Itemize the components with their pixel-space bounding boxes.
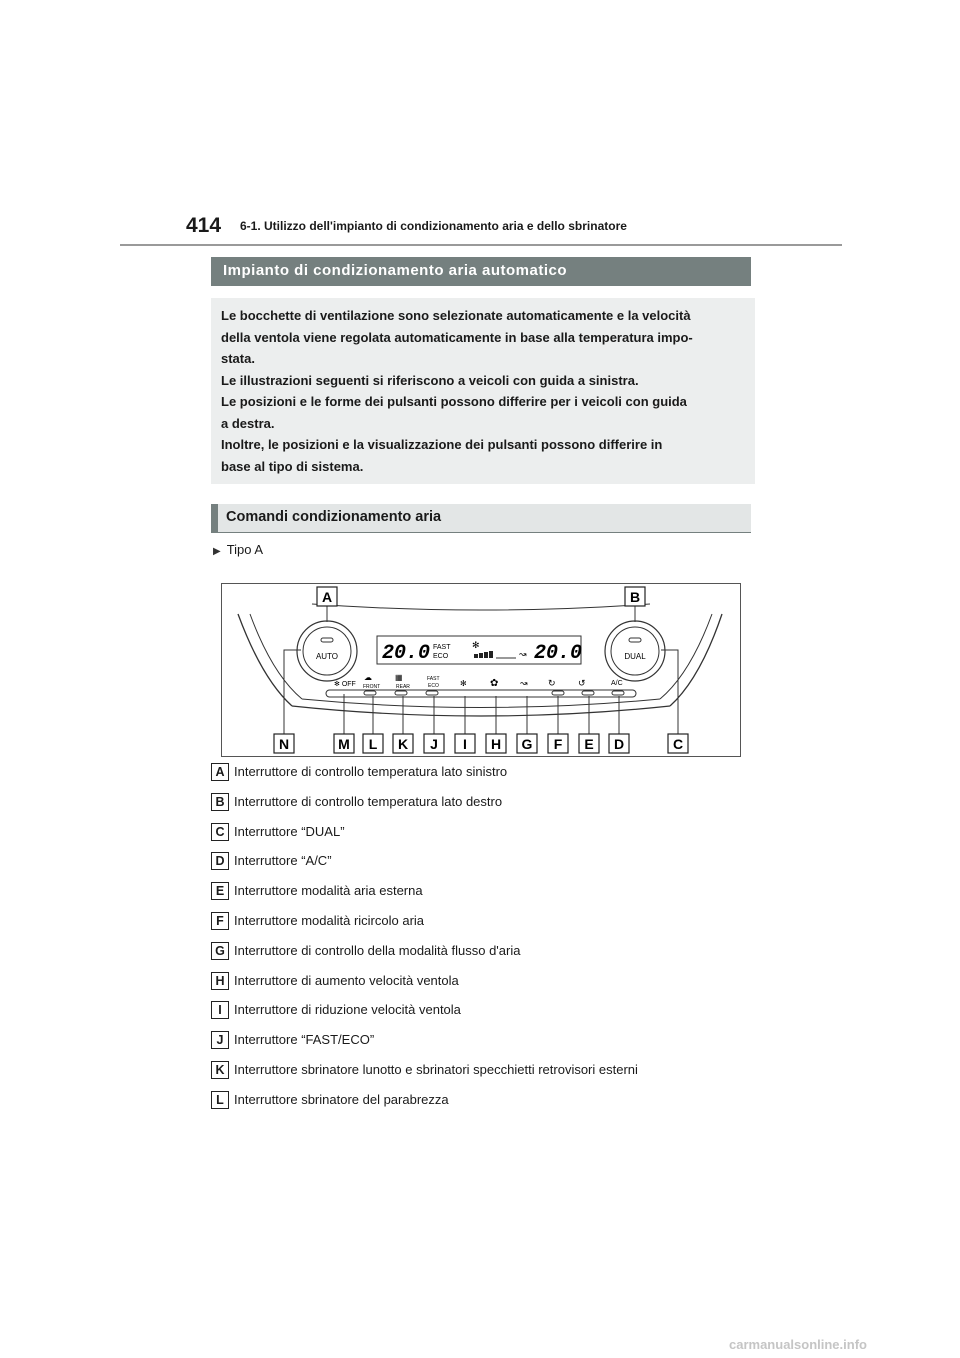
- legend-key: L: [211, 1091, 229, 1109]
- right-knob-ring: [605, 621, 665, 681]
- legend-text: Interruttore “DUAL”: [234, 823, 345, 839]
- legend-text: Interruttore sbrinatore del parabrezza: [234, 1091, 449, 1107]
- intro-line: stata.: [221, 351, 255, 366]
- legend-item: [211, 821, 771, 851]
- btn-front-defrost-led: [364, 691, 376, 695]
- legend-item: [211, 880, 771, 910]
- display-eco: ECO: [433, 653, 449, 660]
- intro-line: Le illustrazioni seguenti si riferiscono a veicoli con guida a sinistra.: [221, 372, 639, 388]
- fan-level-bar: [474, 654, 478, 658]
- fan-level-bar: [479, 653, 483, 658]
- fan-down-icon: ✻: [460, 679, 467, 688]
- rear-label: REAR: [396, 684, 410, 690]
- btn-fast-eco-led: [426, 691, 438, 695]
- display-temp-left: 20.0: [382, 642, 431, 665]
- callout-label-k: K: [397, 736, 409, 752]
- callout-label-m: M: [338, 736, 350, 752]
- dash-curve-left-inner: [250, 614, 302, 699]
- callout-line-c: [661, 650, 678, 734]
- callout-line-n: [284, 650, 301, 734]
- dual-label: DUAL: [624, 652, 646, 661]
- legend-text: Interruttore modalità ricircolo aria: [234, 912, 425, 928]
- type-label: [213, 542, 263, 557]
- front-label: FRONT: [363, 684, 381, 690]
- outside-air-icon: ↺: [578, 678, 586, 688]
- callout-label-d: D: [613, 736, 625, 752]
- legend-item: [211, 1089, 771, 1119]
- intro-box: [211, 298, 755, 484]
- display-temp-right: 20.0: [534, 642, 583, 665]
- legend-key: C: [211, 823, 229, 841]
- intro-line: Inoltre, le posizioni e la visualizzazione dei pulsanti possono differire in: [221, 437, 663, 452]
- left-knob-ring: [297, 621, 357, 681]
- display-fast: FAST: [433, 644, 451, 651]
- fast-btn-label: FAST: [427, 676, 440, 682]
- callout-label-n: N: [278, 736, 290, 752]
- legend-text: Interruttore di controllo temperatura lato sinistro: [234, 764, 508, 779]
- legend-key: A: [211, 763, 229, 781]
- callout-label-b: B: [629, 589, 641, 605]
- legend-text: Interruttore di aumento velocità ventola: [234, 972, 459, 988]
- legend-key: E: [211, 882, 229, 900]
- type-label-text: Tipo A: [226, 542, 264, 557]
- callout-label-j: J: [430, 736, 438, 752]
- intro-line: Le bocchette di ventilazione sono selezionate automaticamente e la velocità: [221, 308, 691, 323]
- callout-label-a: A: [321, 589, 333, 605]
- fan-level-bar: [489, 651, 493, 658]
- legend-key: K: [211, 1061, 229, 1079]
- intro-line: della ventola viene regolata automaticamente in base alla temperatura impo-: [221, 329, 693, 345]
- auto-label: AUTO: [315, 652, 339, 661]
- ac-label: A/C: [611, 680, 623, 687]
- legend-item: [211, 940, 771, 970]
- off-label: ✻ OFF: [334, 681, 356, 688]
- intro-line: Le posizioni e le forme dei pulsanti possono differire per i veicoli con guida: [221, 394, 687, 409]
- callout-label-f: F: [553, 736, 563, 752]
- legend-key: J: [211, 1031, 229, 1049]
- fan-level-bar: [484, 652, 488, 658]
- rear-defrost-icon: ▦: [395, 673, 403, 682]
- legend-item: [211, 850, 771, 880]
- bottom-callouts: [274, 734, 688, 753]
- right-knob: [611, 627, 659, 675]
- airflow-mode-icon: ↝: [520, 678, 528, 688]
- display-airflow-icon: ↝: [519, 649, 527, 659]
- left-knob: [303, 627, 351, 675]
- intro-line: base al tipo di sistema.: [221, 458, 364, 474]
- legend-text: Interruttore di controllo della modalità flusso d'aria: [234, 942, 521, 958]
- legend-item: [211, 791, 771, 821]
- intro-line: a destra.: [221, 415, 275, 431]
- legend-item: [211, 1059, 771, 1089]
- subsection-title: Comandi condizionamento aria: [211, 504, 751, 533]
- callout-label-l: L: [368, 736, 378, 752]
- callout-label-g: G: [521, 736, 533, 752]
- watermark: carmanualsonline.info: [729, 1337, 867, 1352]
- fan-up-icon: ✿: [490, 678, 499, 689]
- legend-text: Interruttore modalità aria esterna: [234, 883, 423, 899]
- legend-item: [211, 910, 771, 940]
- recirculation-icon: ↻: [548, 678, 556, 688]
- header-rule: [120, 244, 842, 246]
- legend-text: Interruttore di controllo temperatura lato destro: [234, 793, 503, 809]
- panel-top-edge: [312, 604, 650, 610]
- legend-item: [211, 970, 771, 1000]
- legend-item: [211, 1029, 771, 1059]
- legend-item: [211, 999, 771, 1029]
- callout-label-e: E: [584, 736, 594, 752]
- off-label-text: OFF: [341, 681, 356, 688]
- legend-key: I: [211, 1001, 229, 1019]
- callout-label-i: I: [463, 736, 467, 752]
- legend-text: Interruttore di riduzione velocità ventola: [234, 1002, 461, 1018]
- chapter-title: 6-1. Utilizzo dell'impianto di condizionamento aria e dello sbrinatore: [240, 219, 627, 233]
- legend-text: Interruttore “FAST/ECO”: [234, 1032, 375, 1048]
- triangle-bullet-icon: ▶: [213, 546, 221, 557]
- control-panel-illustration: [222, 584, 740, 756]
- legend-key: G: [211, 942, 229, 960]
- left-knob-indicator: [321, 638, 333, 642]
- control-panel-figure: [221, 583, 741, 757]
- page-number: 414: [186, 214, 222, 237]
- eco-btn-label: ECO: [428, 683, 439, 689]
- section-title: Impianto di condizionamento aria automatico: [211, 257, 751, 286]
- btn-outside-air-led: [582, 691, 594, 695]
- legend-key: B: [211, 793, 229, 811]
- legend-key: H: [211, 972, 229, 990]
- panel-bottom-inner-edge: [302, 699, 660, 708]
- legend-key: D: [211, 852, 229, 870]
- legend-text: Interruttore “A/C”: [234, 853, 332, 869]
- front-defrost-icon: ☁: [364, 673, 372, 682]
- btn-ac-led: [612, 691, 624, 695]
- legend-list: [211, 761, 771, 1119]
- legend-item: [211, 761, 771, 791]
- btn-rear-defrost-led: [395, 691, 407, 695]
- legend-text: Interruttore sbrinatore lunotto e sbrinatori specchietti retrovisori esterni: [234, 1061, 638, 1077]
- callout-label-h: H: [490, 736, 502, 752]
- btn-recirc-led: [552, 691, 564, 695]
- right-knob-indicator: [629, 638, 641, 642]
- legend-key: F: [211, 912, 229, 930]
- display-fan-icon: ✻: [472, 640, 480, 650]
- callout-label-c: C: [672, 736, 684, 752]
